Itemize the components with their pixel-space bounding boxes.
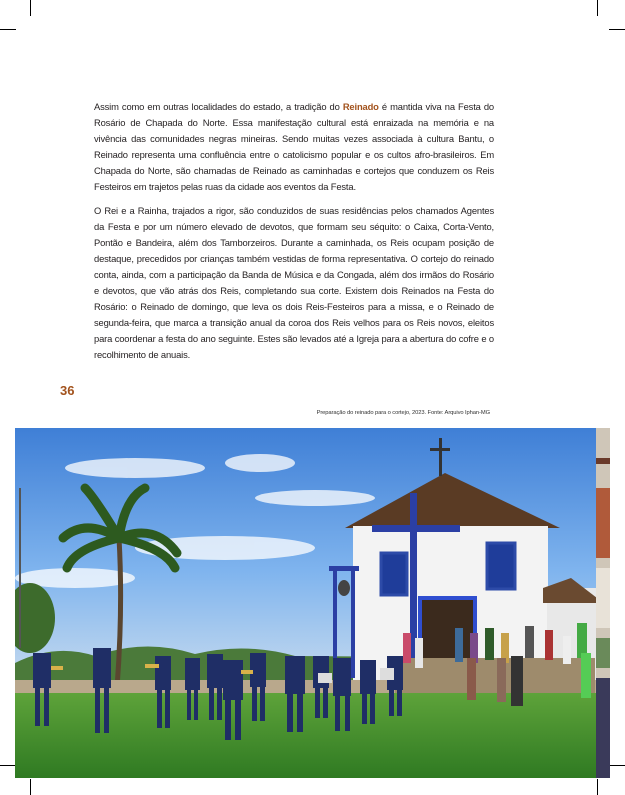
facing-page-strip — [596, 428, 610, 778]
crop-mark — [597, 0, 598, 16]
crop-mark — [30, 779, 31, 795]
paragraph-1: Assim como em outras localidades do estado, a tradição do Reinado é mantida viva na Festa do Rosário de Chapada do Norte. Essa manifestação cultural está enraizada na memória e na vivência das comunidades negras mineiras. Sendo muitas vezes associada à cultura Bantu, o Reinado representa uma confluência entre o catolicismo popular e os cultos afro-brasileiros. Em Chapada do Norte, são chamadas de Reinado as caminhadas e cortejos que conduzem os Reis Festeiros em trajetos pelas ruas da cidade aos eventos da Festa. — [94, 101, 494, 193]
crop-mark — [597, 779, 598, 795]
body-text — [94, 99, 494, 371]
page-number: 36 — [60, 383, 75, 398]
paragraph-2: O Rei e a Rainha, trajados a rigor, são conduzidos de suas residências pelos chamados Agentes da Festa e por um número elevado de devotos, que formam seu séquito: o Caixa, Corta-Vento, Pontão e Bandeira, além dos Tamborzeiros. Durante a caminhada, os Reis ocupam posição de destaque, precedidos por crianças também vestidas de forma representativa. O cortejo do reinado conta, ainda, com a participação da Banda de Música e da Congada, além dos irmãos do Rosário e devotos, que vão atrás dos Reis, completando sua corte. Existem dois Reinados na Festa do Rosário: o Reinado de domingo, que leva os dois Reis-Festeiros para a missa, e o Reinado de segunda-feira, que marca a transição anual da coroa dos Reis velhos para os Reis novos, eleitos para coordenar a festa do ano seguinte. Estes são levados até a Igreja para a abertura do cofre e o recolhimento de anuais. — [94, 204, 494, 361]
crop-mark — [609, 29, 625, 30]
photo-illustration — [15, 428, 596, 778]
photo-caption: Preparação do reinado para o cortejo, 2023. Fonte: Arquivo Iphan-MG — [316, 410, 490, 416]
facing-page-strip-image — [596, 428, 610, 778]
highlight-reinado: Reinado — [342, 101, 379, 112]
photo — [15, 428, 596, 778]
grass — [15, 693, 596, 778]
crop-mark — [0, 29, 16, 30]
crop-mark — [609, 765, 625, 766]
antenna — [19, 488, 21, 648]
crop-mark — [0, 765, 16, 766]
crop-mark — [30, 0, 31, 16]
